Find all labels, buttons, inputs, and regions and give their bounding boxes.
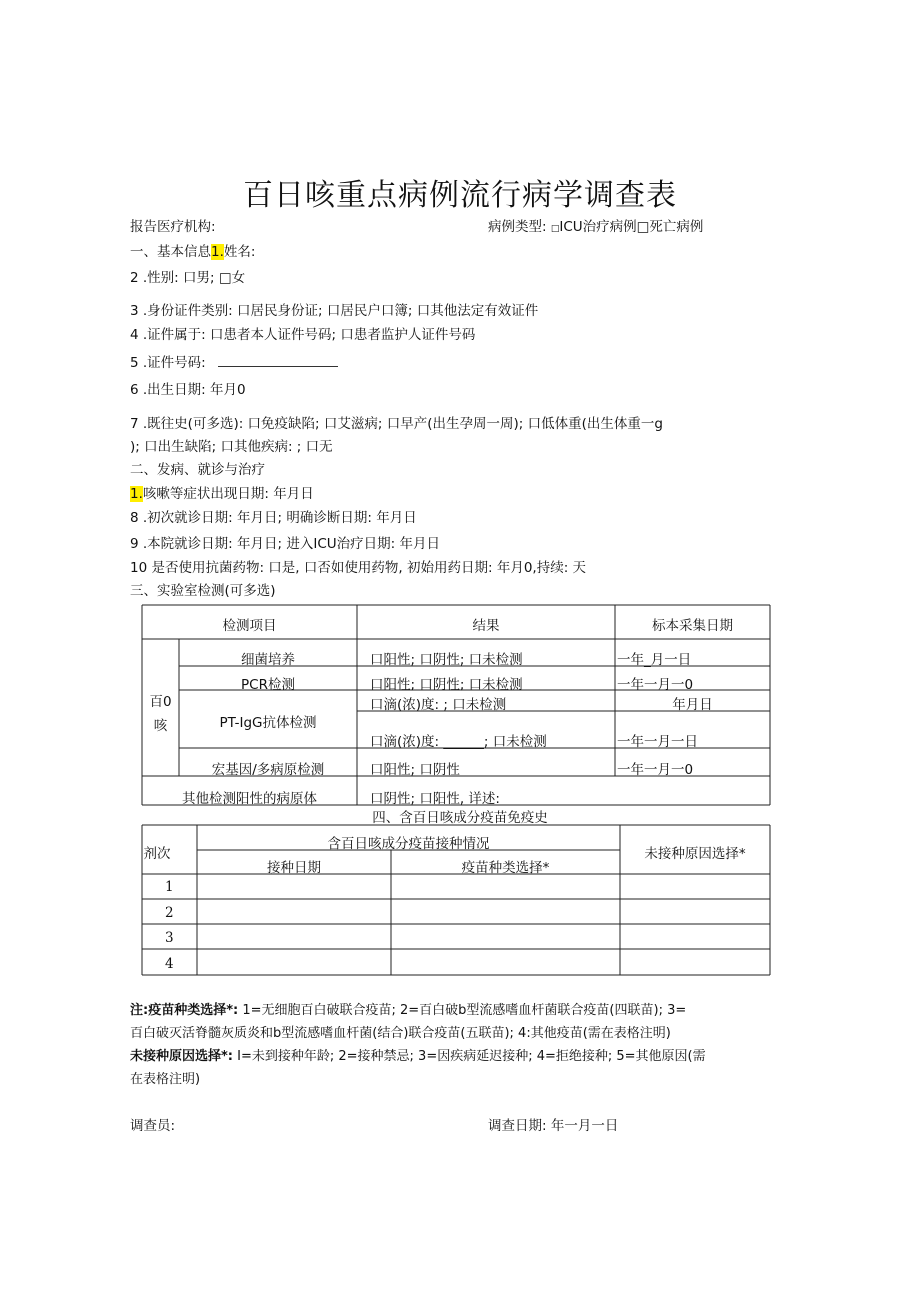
note-vaccine-line1 [130,999,686,1022]
lab-row-result[interactable]: 口滴(浓)度: ; 口未检测 [370,697,507,713]
q9-hospital-visit: 9 .本院就诊日期: 年月日; 进入ICU治疗日期: 年月日 [130,536,440,552]
case-type-death-label: 死亡病例 [649,219,704,235]
q1-name-label: 姓名: [223,244,256,260]
dose-number: 1 [165,879,174,895]
q1-number: 1. [211,244,224,260]
group-label-pertussis-1: 百0 [149,694,172,710]
dose-number: 2 [165,905,174,921]
group-label-pertussis-2: 咳 [153,718,168,734]
lab-row-date[interactable]: 一年一月一0 [617,762,694,778]
section2-q1-number: 1. [130,486,143,502]
lab-row-item: PCR检测 [241,677,295,693]
note-vaccine-text-2: 百白破灭活脊髓灰质炎和b型流感嗜血杆菌(结合)联合疫苗(五联苗); 4:其他疫苗(需在表格注明) [130,1026,671,1041]
lab-row-item: 细菌培养 [241,652,295,668]
note-reason-line1 [130,1045,706,1068]
lab-row-result[interactable]: 口阳性; 口阴性; 口未检测 [370,652,523,668]
lab-row-date[interactable]: 年月日 [672,697,713,713]
section4-title: 四、含百日咳成分疫苗免疫史 [372,810,548,826]
note-vaccine-text-1: 1=无细胞百白破联合疫苗; 2=百白破b型流感嗜血杆菌联合疫苗(四联苗); 3= [238,1003,687,1018]
lab-row-date[interactable]: 一年_月一日 [617,652,692,668]
other-pathogen-label: 其他检测阳性的病原体 [182,791,317,807]
lab-row-result[interactable]: 口阳性; 口阴性 [370,762,460,778]
case-type-death-checkbox[interactable]: □ [636,219,650,235]
header-sample-date: 标本采集日期 [652,618,733,634]
dose-number: 3 [165,930,174,946]
note-prefix: 注: [130,1003,149,1018]
page-title: 百日咳重点病例流行病学调查表 [243,178,677,213]
dose-number: 4 [165,956,174,972]
note-reason-label: 未接种原因选择*: [130,1049,233,1064]
other-pathogen-result[interactable]: 口阴性; 口阳性, 详述: [370,791,500,807]
lab-row-date[interactable]: 一年一月一日 [617,734,698,750]
q10-antibiotics: 10 是否使用抗菌药物: 口是, 口否如使用药物, 初始用药日期: 年月0,持续: 天 [130,560,587,576]
q3-id-type: 3 .身份证件类别: 口居民身份证; 口居民户口簿; 口其他法定有效证件 [130,303,539,319]
q6-birth-date: 6 .出生日期: 年月0 [130,382,246,398]
header-dose: 剂次 [143,846,171,862]
header-result: 结果 [472,618,500,634]
q5-label: 5 .证件号码: [130,355,206,371]
case-type-icu-label: ICU治疗病例 [559,219,637,235]
header-vaccination-status: 含百日咳成分疫苗接种情况 [327,836,490,852]
section3-title: 三、实验室检测(可多选) [130,583,276,599]
note-reason-text-1: I=未到接种年龄; 2=接种禁忌; 3=因疾病延迟接种; 4=拒绝接种; 5=其他原因(需 [233,1049,706,1064]
header-test-item: 检测项目 [222,618,277,634]
header-unvaccinated-reason: 未接种原因选择* [644,846,746,862]
lab-row-date[interactable]: 一年一月一0 [617,677,694,693]
investigation-date-label: 调查日期: 年一月一日 [488,1118,619,1134]
case-type-icu-checkbox[interactable]: □ [550,224,560,234]
case-type-label: 病例类型: [488,219,551,235]
symptom-onset-date: 咳嗽等症状出现日期: 年月日 [142,486,314,502]
q7-history-line1: 7 .既往史(可多选): 口免疫缺陷; 口艾滋病; 口早产(出生孕周一周); 口低体重(出生体重一g [130,416,663,432]
section1-title: 一、基本信息 [130,244,211,260]
q4-id-owner: 4 .证件属于: 口患者本人证件号码; 口患者监护人证件号码 [130,327,476,343]
section2-title: 二、发病、就诊与治疗 [130,462,265,478]
header-vaccination-date: 接种日期 [267,860,321,876]
q2-gender: 2 .性别: 口男; □女 [130,270,246,286]
header-vaccine-type: 疫苗种类选择* [461,860,550,876]
reporting-org-label: 报告医疗机构: [130,219,216,235]
note-reason-text-2: 在表格注明) [130,1072,201,1087]
q8-first-visit: 8 .初次就诊日期: 年月日; 明确诊断日期: 年月日 [130,510,417,526]
q7-history-line2: ); 口出生缺陷; 口其他疾病: ; 口无 [130,439,333,455]
lab-row-result[interactable]: 口滴(浓)度: ______; 口未检测 [370,734,547,750]
lab-row-item: 宏基因/多病原检测 [211,762,325,778]
lab-row-result[interactable]: 口阳性; 口阴性; 口未检测 [370,677,523,693]
note-vaccine-label: 疫苗种类选择*: [148,1003,239,1018]
lab-row-item: PT-IgG抗体检测 [219,715,317,731]
investigator-label: 调查员: [130,1118,176,1134]
